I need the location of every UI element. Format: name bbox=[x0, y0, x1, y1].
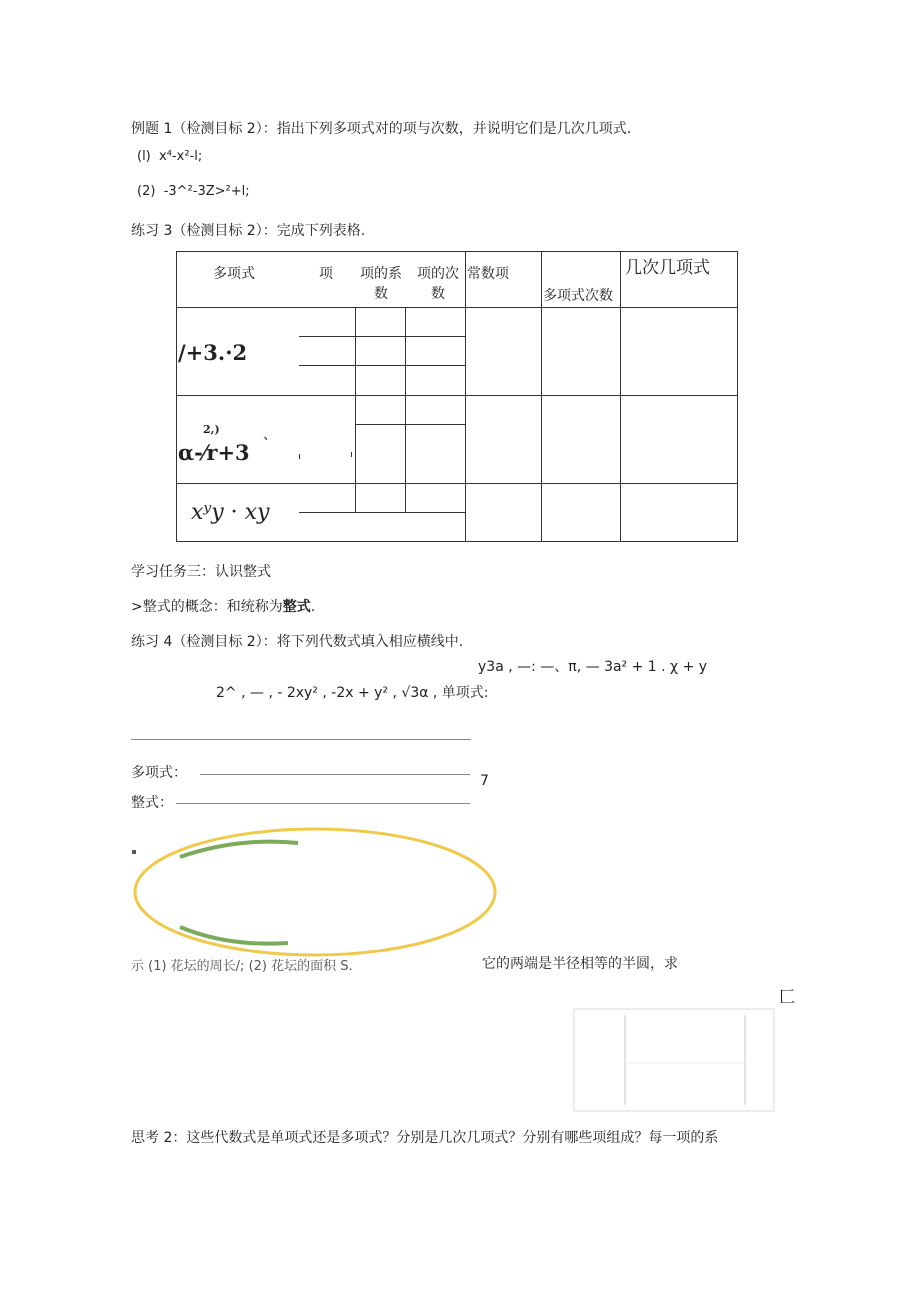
example1-item2 bbox=[137, 184, 250, 199]
task3-title: 学习任务三：认识整式 bbox=[131, 564, 271, 580]
flower-question-left: 示 (1) 花坛的周长/; (2) 花坛的面积 S. bbox=[131, 959, 353, 974]
row2-expression: α-⁄r+3 bbox=[178, 440, 250, 465]
item2-number: (2) bbox=[137, 184, 156, 199]
table-hline bbox=[177, 483, 737, 484]
concept-term: 整式 bbox=[282, 599, 311, 615]
table-hline bbox=[177, 307, 737, 308]
header-term: 项 bbox=[319, 266, 333, 282]
monomial-answer-line bbox=[131, 739, 471, 740]
item1-number: (l) bbox=[137, 149, 151, 164]
row3-expression: xʸy · xy bbox=[191, 500, 270, 525]
item2-expression: -3^²-3Z>²+l; bbox=[163, 184, 250, 199]
concept-line bbox=[131, 596, 315, 616]
polynomial-label: 多项式： bbox=[131, 765, 187, 781]
example1-line bbox=[131, 118, 631, 138]
flower-bed-dot bbox=[132, 850, 136, 854]
row1-expression: /+3.·2 bbox=[178, 340, 248, 365]
exercise4-expr-line1: y3a , —: —、π, — 3a² + 1 . χ + y bbox=[478, 659, 708, 675]
concept-mid: ：和统称为 bbox=[212, 599, 283, 615]
polynomial-answer-line bbox=[200, 774, 470, 775]
concept-end: . bbox=[310, 599, 316, 615]
header-poly-degree: 多项式次数 bbox=[543, 288, 613, 304]
row2-superscript: 2,) bbox=[203, 423, 220, 436]
exercise4-text: 将下列代数式填入相应横线中. bbox=[276, 634, 464, 650]
header-term-degree: 项的次 数 bbox=[417, 266, 459, 302]
whole-label: 整式： bbox=[131, 795, 173, 811]
header-constant: 常数项 bbox=[467, 266, 509, 282]
header-coefficient: 项的系 数 bbox=[360, 266, 402, 302]
table-vline bbox=[405, 307, 406, 512]
exercise4-expr-line2: 2^ , — , - 2xy² , -2x + y² , √3α , 单项式: bbox=[216, 685, 489, 701]
row2-mark: 、 bbox=[263, 427, 277, 443]
flower-question-right: 它的两端是半径相等的半圆，求 bbox=[482, 956, 678, 972]
header-polynomial: 多项式 bbox=[213, 266, 255, 282]
table-subline bbox=[299, 336, 465, 337]
think2-text: 思考 2：这些代数式是单项式还是多项式？分别是几次几项式？分别有哪些项组成？每一项的系 bbox=[131, 1130, 719, 1146]
table-tick bbox=[299, 454, 300, 459]
table-hline bbox=[177, 395, 737, 396]
concept-label: 整式的概念 bbox=[142, 599, 213, 615]
flower-bed-outer-ellipse bbox=[135, 829, 495, 955]
example1-text: 指出下列多项式对的项与次数，并说明它们是几次几项式. bbox=[276, 121, 632, 137]
example1-item1 bbox=[137, 149, 202, 164]
table-vline bbox=[465, 252, 466, 541]
exercise4-line bbox=[131, 631, 463, 651]
header-kind: 几次几项式 bbox=[625, 258, 710, 278]
flower-bed-lower-arc bbox=[180, 927, 288, 944]
stray-seven: 7 bbox=[480, 773, 489, 789]
table-tick bbox=[351, 452, 352, 457]
whole-answer-line bbox=[176, 803, 470, 804]
exercise4-label: 练习 4（检测目标 2）： bbox=[131, 634, 277, 650]
flower-bed-illustration bbox=[128, 815, 508, 965]
item1-expression: x⁴-x²-l; bbox=[159, 149, 203, 164]
table-subline bbox=[299, 365, 465, 366]
table-vline bbox=[620, 252, 621, 541]
exercise3-label: 练习 3（检测目标 2）： bbox=[131, 223, 277, 239]
polynomial-table bbox=[176, 251, 738, 542]
table-subline bbox=[355, 424, 465, 425]
faint-figure bbox=[570, 1005, 780, 1115]
exercise3-text: 完成下列表格. bbox=[276, 223, 366, 239]
table-subline bbox=[299, 512, 465, 513]
example1-label: 例题 1（检测目标 2）： bbox=[131, 121, 277, 137]
concept-prefix: > bbox=[131, 599, 143, 615]
table-vline bbox=[541, 252, 542, 541]
corner-mark: 匚 bbox=[779, 987, 796, 1006]
exercise3-line bbox=[131, 220, 365, 240]
table-vline bbox=[355, 307, 356, 512]
